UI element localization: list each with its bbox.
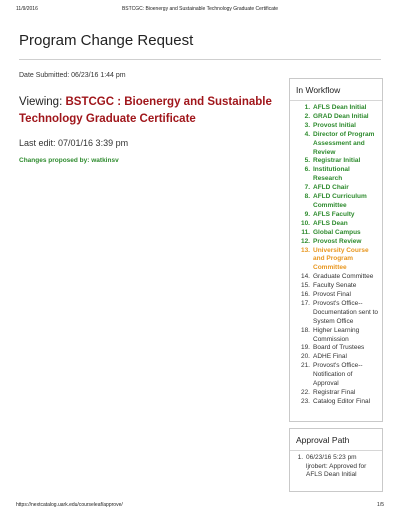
workflow-step-label: Registrar Final bbox=[313, 389, 356, 396]
workflow-step-number: 12. bbox=[300, 237, 310, 245]
workflow-step-number: 15. bbox=[300, 282, 310, 290]
workflow-step bbox=[290, 362, 379, 389]
workflow-step bbox=[290, 113, 379, 122]
workflow-step-label: Catalog Editor Final bbox=[313, 397, 371, 405]
print-footer bbox=[16, 502, 384, 510]
approval-entry-text: 06/23/16 5:23 pm ljrobert: Approved for AFLS Dean Initial bbox=[306, 454, 367, 478]
workflow-step-label: Graduate Committee bbox=[313, 273, 374, 281]
workflow-step-label: University Course and Program Committee bbox=[313, 246, 369, 272]
workflow-step bbox=[290, 131, 379, 158]
workflow-step-number: 7. bbox=[304, 184, 310, 192]
workflow-step-number: 14. bbox=[300, 273, 310, 281]
workflow-step bbox=[290, 282, 379, 291]
workflow-step-number: 1. bbox=[304, 104, 310, 111]
workflow-step-label: AFLD Chair bbox=[313, 184, 349, 192]
workflow-step-number: 5. bbox=[304, 157, 310, 165]
workflow-step-label: GRAD Dean Initial bbox=[313, 112, 369, 120]
approval-path-panel bbox=[289, 428, 383, 492]
workflow-step bbox=[290, 211, 379, 220]
workflow-step-label: Institutional Research bbox=[313, 166, 350, 183]
workflow-step-label: Provost's Office--Notification of Approval bbox=[313, 362, 363, 388]
changes-proposed-by: Changes proposed by: watkinsv bbox=[19, 157, 119, 164]
workflow-panel bbox=[289, 78, 383, 422]
print-url: https://nextcatalog.uark.edu/courseleaf/approve/ bbox=[16, 502, 123, 508]
workflow-step bbox=[290, 389, 379, 398]
approval-entry bbox=[290, 454, 382, 480]
workflow-step bbox=[290, 229, 379, 238]
workflow-step-number: 2. bbox=[304, 112, 310, 120]
approval-entry-number: 1. bbox=[297, 454, 303, 461]
workflow-step-number: 11. bbox=[301, 228, 310, 236]
title-divider bbox=[19, 59, 381, 60]
print-date: 11/9/2016 bbox=[16, 6, 38, 12]
print-header bbox=[16, 6, 384, 16]
workflow-step-number: 17. bbox=[300, 299, 310, 307]
workflow-step-number: 18. bbox=[300, 326, 310, 334]
workflow-step bbox=[290, 327, 379, 345]
workflow-step-label: Faculty Senate bbox=[313, 282, 357, 290]
approval-path-divider bbox=[290, 450, 382, 451]
viewing-heading bbox=[19, 94, 284, 128]
viewing-course-title: BSTCGC : Bioenergy and Sustainable Technology Graduate Certificate bbox=[19, 96, 272, 125]
workflow-step-label: Higher Learning Commission bbox=[313, 326, 360, 343]
workflow-step-label: Provost Review bbox=[313, 237, 362, 245]
workflow-step-number: 10. bbox=[300, 219, 310, 227]
workflow-step bbox=[290, 166, 379, 184]
workflow-step-label: Provost Final bbox=[313, 291, 351, 299]
workflow-step bbox=[290, 157, 379, 166]
workflow-step-number: 16. bbox=[300, 291, 310, 299]
workflow-step-label: AFLD Curriculum Committee bbox=[313, 193, 367, 209]
workflow-step-number: 3. bbox=[304, 121, 310, 129]
workflow-step bbox=[290, 247, 379, 274]
workflow-step bbox=[290, 300, 379, 327]
workflow-divider bbox=[290, 100, 382, 101]
workflow-step bbox=[290, 122, 379, 131]
workflow-step bbox=[290, 273, 379, 282]
approval-path-heading: Approval Path bbox=[296, 435, 350, 445]
workflow-step bbox=[290, 193, 379, 211]
workflow-step bbox=[290, 104, 379, 113]
workflow-step bbox=[290, 291, 379, 300]
workflow-step-number: 13. bbox=[300, 246, 310, 254]
print-title: BSTCGC: Bioenergy and Sustainable Technology Graduate Certificate bbox=[121, 6, 279, 12]
workflow-step-number: 21. bbox=[300, 362, 310, 370]
workflow-step-number: 6. bbox=[304, 166, 310, 174]
workflow-step-label: Provost Initial bbox=[313, 121, 356, 129]
workflow-steps-list bbox=[290, 104, 382, 407]
date-submitted: Date Submitted: 06/23/16 1:44 pm bbox=[19, 72, 126, 79]
workflow-step-label: Director of Program Assessment and Review bbox=[313, 130, 375, 156]
approval-path-list bbox=[290, 454, 382, 480]
workflow-step-number: 19. bbox=[300, 344, 310, 352]
workflow-step-label: Global Campus bbox=[313, 228, 361, 236]
workflow-step-label: Provost's Office--Documentation sent to System Office bbox=[313, 299, 379, 325]
workflow-step-number: 8. bbox=[304, 193, 310, 201]
workflow-step-label: Registrar Initial bbox=[313, 157, 361, 165]
workflow-step-number: 20. bbox=[300, 353, 310, 361]
print-page-number: 1/5 bbox=[377, 502, 384, 508]
workflow-step bbox=[290, 344, 379, 353]
workflow-step-label: Board of Trustees bbox=[313, 344, 365, 352]
workflow-step-number: 23. bbox=[300, 397, 310, 405]
viewing-label: Viewing: bbox=[19, 96, 66, 108]
workflow-step-label: AFLS Faculty bbox=[313, 210, 355, 218]
workflow-step-number: 22. bbox=[300, 389, 310, 396]
workflow-step-label: AFLS Dean Initial bbox=[313, 104, 367, 111]
workflow-step bbox=[290, 398, 379, 407]
page-title: Program Change Request bbox=[19, 32, 194, 49]
workflow-step bbox=[290, 220, 379, 229]
workflow-step bbox=[290, 353, 379, 362]
workflow-step-label: AFLS Dean bbox=[313, 219, 348, 227]
last-edit: Last edit: 07/01/16 3:39 pm bbox=[19, 138, 129, 148]
workflow-step-label: ADHE Final bbox=[313, 353, 347, 361]
workflow-heading: In Workflow bbox=[296, 85, 341, 95]
workflow-step bbox=[290, 184, 379, 193]
workflow-step-number: 4. bbox=[304, 130, 310, 138]
workflow-step-number: 9. bbox=[304, 210, 310, 218]
workflow-step bbox=[290, 238, 379, 247]
